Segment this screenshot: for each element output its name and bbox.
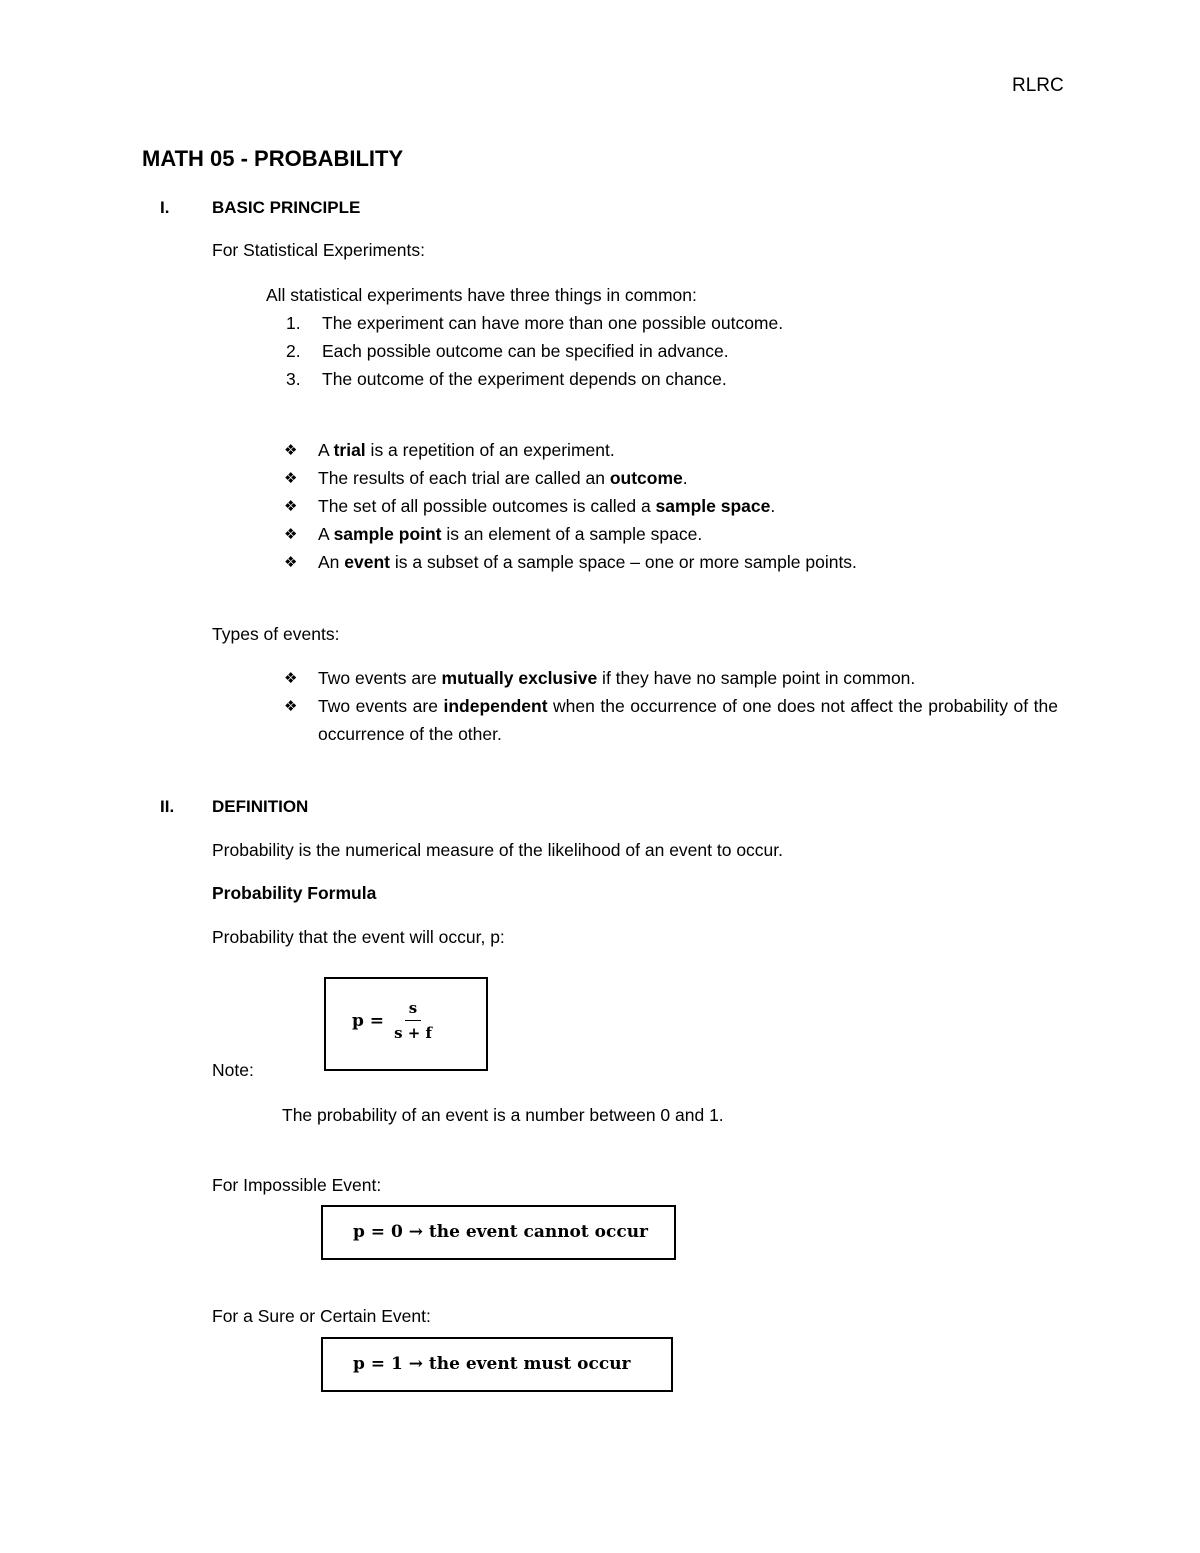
definition-sample-point: A sample point is an element of a sample space. (318, 524, 703, 544)
definition-sample-space: The set of all possible outcomes is called a sample space. (318, 496, 776, 516)
list-item: The outcome of the experiment depends on chance. (322, 369, 727, 389)
statistical-experiments-subheading: For Statistical Experiments: (212, 240, 425, 260)
type-independent: Two events are independent when the occurrence of one does not affect the probability of the occurrence of the other. (318, 696, 1058, 744)
diamond-bullet-icon: ❖ (284, 670, 298, 687)
formula-fraction (390, 999, 436, 1042)
impossible-event-label: For Impossible Event: (212, 1175, 382, 1195)
diamond-bullet-icon: ❖ (284, 442, 298, 459)
formula-lhs: p = (352, 1010, 385, 1031)
probability-definition: Probability is the numerical measure of the likelihood of an event to occur. (212, 840, 784, 860)
list-number: 2. (286, 341, 301, 361)
diamond-bullet-icon: ❖ (284, 554, 298, 571)
list-item: Each possible outcome can be specified in advance. (322, 341, 729, 361)
diamond-bullet-icon: ❖ (284, 498, 298, 515)
list-number: 3. (286, 369, 301, 389)
definition-trial: A trial is a repetition of an experiment. (318, 440, 615, 460)
formula-denominator: s + f (394, 1024, 432, 1042)
impossible-event-formula: p = 0 → the event cannot occur (353, 1222, 649, 1242)
certain-event-formula: p = 1 → the event must occur (353, 1354, 631, 1374)
types-of-events-heading: Types of events: (212, 624, 340, 644)
certain-event-box (321, 1337, 673, 1392)
probability-formula-box (324, 977, 488, 1071)
experiments-intro: All statistical experiments have three things in common: (266, 285, 697, 305)
diamond-bullet-icon: ❖ (284, 698, 298, 715)
section-1-heading: BASIC PRINCIPLE (212, 198, 361, 217)
note-text: The probability of an event is a number between 0 and 1. (282, 1105, 724, 1125)
diamond-bullet-icon: ❖ (284, 470, 298, 487)
section-1-number: I. (160, 198, 170, 217)
section-2-number: II. (160, 797, 175, 816)
type-mutually-exclusive: Two events are mutually exclusive if they have no sample point in common. (318, 668, 916, 688)
formula-heading: Probability Formula (212, 883, 377, 903)
list-number: 1. (286, 313, 301, 333)
diamond-bullet-icon: ❖ (284, 526, 298, 543)
certain-event-label: For a Sure or Certain Event: (212, 1306, 431, 1326)
definition-outcome: The results of each trial are called an outcome. (318, 468, 688, 488)
page-title: MATH 05 - PROBABILITY (142, 146, 404, 171)
header-initials: RLRC (1012, 75, 1064, 96)
definition-event: An event is a subset of a sample space – one or more sample points. (318, 552, 857, 572)
note-label: Note: (212, 1060, 254, 1080)
formula-intro: Probability that the event will occur, p: (212, 927, 505, 947)
list-item: The experiment can have more than one possible outcome. (322, 313, 784, 333)
section-2-heading: DEFINITION (212, 797, 309, 816)
formula-numerator: s (405, 999, 421, 1021)
impossible-event-box (321, 1205, 676, 1260)
